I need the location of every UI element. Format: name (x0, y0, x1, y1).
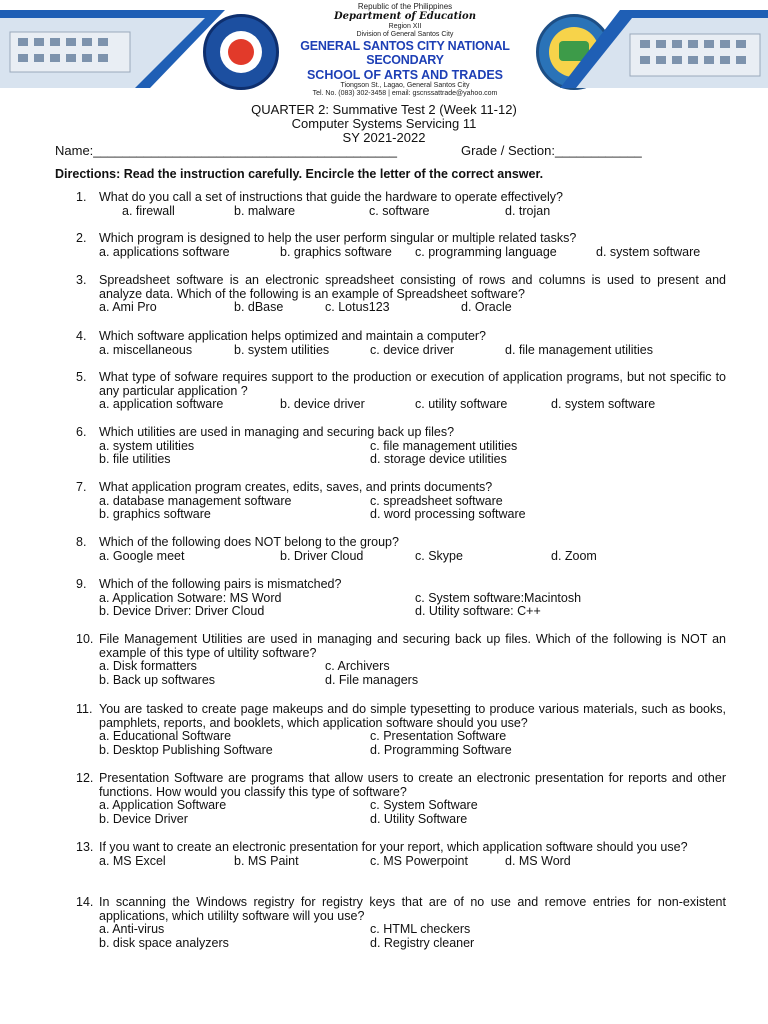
question-item (76, 633, 726, 688)
question-item (76, 841, 726, 868)
question-number: 7. (76, 480, 87, 494)
answer-option[interactable]: d. trojan (505, 203, 551, 218)
answer-option[interactable]: d. Utility Software (370, 812, 468, 827)
answer-option[interactable]: d. word processing software (370, 507, 526, 522)
question-number: 1. (76, 190, 87, 204)
answer-option[interactable]: a. Disk formatters (99, 659, 197, 674)
answer-option[interactable]: a. MS Excel (99, 853, 166, 868)
question-text: Spreadsheet software is an electronic spreadsheet consisting of rows and columns is used to present and analyze data. Which of the following is an example of Spreadsheet software? (99, 273, 726, 301)
answer-option[interactable]: c. System Software (370, 798, 478, 813)
school-year: SY 2021-2022 (342, 130, 426, 145)
question-item (76, 191, 726, 218)
answer-option[interactable]: b. graphics software (99, 507, 211, 522)
question-text: Which software application helps optimized and maintain a computer? (99, 329, 487, 343)
question-item (76, 896, 726, 951)
answer-option[interactable]: a. database management software (99, 493, 292, 508)
answer-option[interactable]: c. utility software (415, 397, 508, 412)
answer-option[interactable]: d. file management utilities (505, 342, 653, 357)
question-item (76, 426, 726, 467)
question-text: Which of the following pairs is mismatched? (99, 577, 342, 591)
answer-option[interactable]: c. System software:Macintosh (415, 590, 582, 605)
question-number: 2. (76, 231, 87, 245)
question-number: 5. (76, 370, 87, 384)
answer-option[interactable]: b. Back up softwares (99, 673, 216, 688)
answer-option[interactable]: c. software (369, 203, 430, 218)
answer-option[interactable]: a. miscellaneous (99, 342, 193, 357)
answer-option[interactable]: d. Oracle (461, 300, 512, 315)
answer-option[interactable]: c. HTML checkers (370, 922, 471, 937)
test-title: QUARTER 2: Summative Test 2 (Week 11-12) (251, 102, 517, 117)
school-name-line2: SCHOOL OF ARTS AND TRADES (306, 67, 504, 82)
answer-option[interactable]: b. Device Driver (99, 812, 188, 827)
answer-option[interactable]: a. Application Sotware: MS Word (99, 590, 282, 605)
question-item (76, 330, 726, 357)
division-label: Division of General Santos City (356, 30, 454, 38)
subject-title: Computer Systems Servicing 11 (291, 116, 477, 131)
question-item (76, 536, 726, 563)
answer-option[interactable]: c. spreadsheet software (370, 493, 503, 508)
test-title-block (0, 103, 768, 145)
question-text: What application program creates, edits, saves, and prints documents? (99, 480, 493, 494)
question-item (76, 578, 726, 619)
answer-option[interactable]: a. Educational Software (99, 729, 232, 744)
grade-section-field[interactable]: Grade / Section:____________ (461, 143, 642, 158)
answer-option[interactable]: b. malware (234, 203, 296, 218)
answer-option[interactable]: d. Registry cleaner (370, 936, 475, 951)
question-text: File Management Utilities are used in managing and securing back up files. Which of the following is NOT an example of this type of ultility software? (99, 632, 726, 660)
answer-option[interactable]: c. Presentation Software (370, 729, 507, 744)
republic-label: Republic of the Philippines (357, 2, 453, 11)
answer-option[interactable]: b. MS Paint (234, 853, 299, 868)
answer-option[interactable]: a. Application Software (99, 798, 227, 813)
answer-option[interactable]: b. Device Driver: Driver Cloud (99, 604, 265, 619)
question-number: 10. (76, 632, 94, 646)
answer-option[interactable]: c. programming language (415, 244, 557, 259)
school-building-banner-left (0, 10, 225, 88)
question-text: In scanning the Windows registry for registry keys that are of no use and remove entries for non-existent applications, which utililty software will you use? (99, 895, 726, 923)
answer-option[interactable]: b. Driver Cloud (280, 548, 364, 563)
school-seal-logo (203, 14, 279, 90)
question-text: Which utilities are used in managing and securing back up files? (99, 425, 455, 439)
answer-option[interactable]: d. Utility software: C++ (415, 604, 541, 619)
answer-option[interactable]: b. graphics software (280, 244, 392, 259)
school-address: Tiongson St., Lagao, General Santos City (340, 81, 470, 89)
question-item (76, 703, 726, 758)
question-text: Presentation Software are programs that allow users to create an electronic presentation for reports and other functions. How would you classify this type of software? (99, 771, 726, 799)
answer-option[interactable]: b. disk space analyzers (99, 936, 229, 951)
question-text: What type of sofware requires support to the production or execution of application programs, but not specific to any particular application ? (99, 370, 726, 398)
directions-text: Directions: Read the instruction carefully. Encircle the letter of the correct answer. (55, 167, 544, 181)
answer-option[interactable]: a. application software (99, 397, 224, 412)
question-item (76, 772, 726, 827)
question-number: 11. (76, 702, 93, 716)
question-number: 9. (76, 577, 87, 591)
answer-option[interactable]: d. system software (596, 244, 701, 259)
school-name-line1: GENERAL SANTOS CITY NATIONAL SECONDARY (300, 38, 510, 68)
question-item (76, 481, 726, 522)
answer-option[interactable]: a. applications software (99, 244, 230, 259)
question-text: Which of the following does NOT belong to the group? (99, 535, 399, 549)
answer-option[interactable]: c. Archivers (325, 659, 390, 674)
question-number: 6. (76, 425, 87, 439)
question-number: 3. (76, 273, 87, 287)
letterhead (0, 0, 768, 97)
answer-option[interactable]: d. system software (551, 397, 656, 412)
answer-option[interactable]: b. dBase (234, 300, 284, 315)
answer-option[interactable]: d. Zoom (551, 548, 597, 563)
answer-option[interactable]: b. file utilities (99, 452, 171, 467)
question-item (76, 232, 726, 259)
name-field[interactable]: Name:__________________________________________ (55, 143, 397, 158)
question-text: If you want to create an electronic presentation for your report, which application software should you use? (99, 840, 688, 854)
question-item (76, 274, 726, 315)
answer-option[interactable]: b. device driver (280, 397, 365, 412)
answer-option[interactable]: a. system utilities (99, 438, 195, 453)
region-label: Region XII (388, 22, 422, 30)
answer-option[interactable]: c. file management utilities (370, 438, 518, 453)
answer-option[interactable]: c. Skype (415, 548, 463, 563)
answer-option[interactable]: c. device driver (370, 342, 455, 357)
question-text: You are tasked to create page makeups and do simple typesetting to produce various materials, such as books, pamphlets, reports, and booklets, which application software should you use? (99, 702, 726, 730)
question-number: 13. (76, 840, 94, 854)
question-number: 14. (76, 895, 94, 909)
answer-option[interactable]: d. MS Word (505, 853, 571, 868)
question-number: 8. (76, 535, 87, 549)
answer-option[interactable]: c. MS Powerpoint (370, 853, 468, 868)
department-label: Department of Education (334, 11, 476, 23)
question-number: 4. (76, 329, 87, 343)
answer-option[interactable]: d. storage device utilities (370, 452, 507, 467)
answer-option[interactable]: a. Ami Pro (99, 300, 157, 315)
answer-option[interactable]: d. File managers (325, 673, 419, 688)
question-item (76, 371, 726, 412)
answer-option[interactable]: d. Programming Software (370, 743, 512, 758)
school-contact: Tel. No. (083) 302-3458 | email: gscnssattrade@yahoo.com (312, 89, 498, 97)
answer-option[interactable]: a. firewall (122, 203, 175, 218)
answer-option[interactable]: a. Anti-virus (99, 922, 165, 937)
answer-option[interactable]: a. Google meet (99, 548, 185, 563)
question-number: 12. (76, 771, 94, 785)
school-building-banner-right (560, 10, 768, 88)
answer-option[interactable]: b. Desktop Publishing Software (99, 743, 273, 758)
answer-option[interactable]: c. Lotus123 (325, 300, 390, 315)
question-text: Which program is designed to help the user perform singular or multiple related tasks? (99, 231, 577, 245)
letterhead-text (280, 2, 530, 98)
answer-option[interactable]: b. system utilities (234, 342, 330, 357)
question-text: What do you call a set of instructions that guide the hardware to operate effectively? (99, 190, 563, 204)
